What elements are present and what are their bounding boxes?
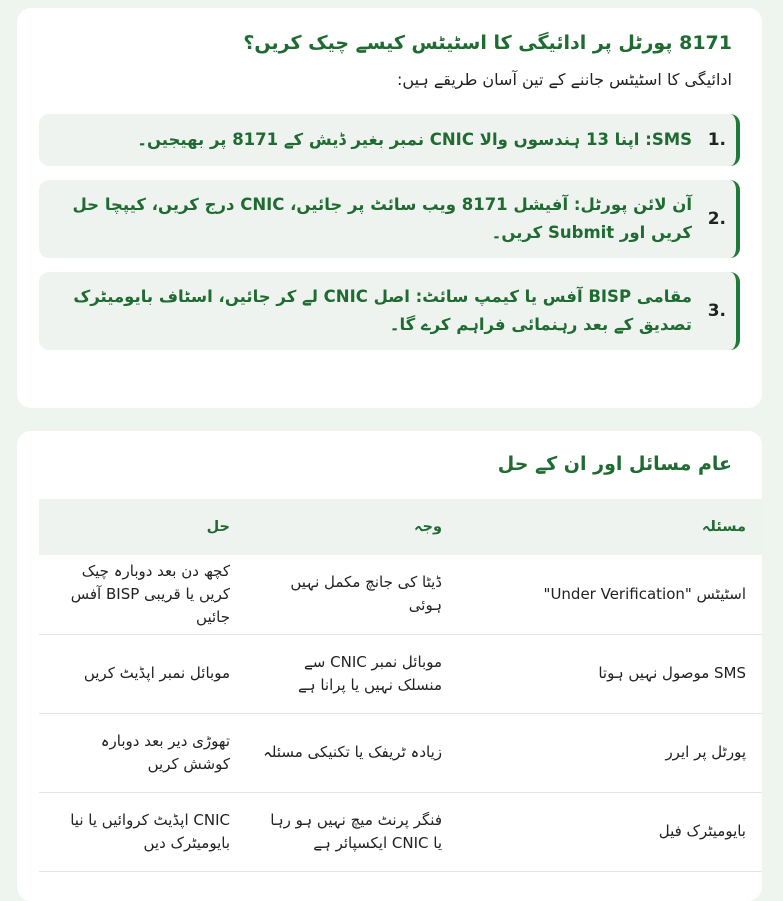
column-header-issue: مسئلہ xyxy=(701,519,746,535)
table-row xyxy=(39,634,762,713)
table-cell: کچھ دن بعد دوبارہ چیک کریں یا قریبی BISP آفس جائیں xyxy=(39,555,246,634)
section-heading: عام مسائل اور ان کے حل xyxy=(497,453,732,475)
table-cell: فنگر پرنٹ میچ نہیں ہو رہا یا CNIC ایکسپائر ہے xyxy=(246,792,458,871)
table-cell: CNIC اپڈیٹ کروائیں یا نیا بایومیٹرک دیں xyxy=(39,792,246,871)
column-header-reason: وجہ xyxy=(414,519,442,535)
section-heading: 8171 پورٹل پر ادائیگی کا اسٹیٹس کیسے چیک کریں؟ xyxy=(243,32,732,54)
table-cell: موبائل نمبر اپڈیٹ کریں xyxy=(39,634,246,713)
step-text: مقامی BISP آفس یا کیمپ سائٹ: اصل CNIC لے کر جائیں، اسٹاف بایومیٹرک تصدیق کے بعد رہنمائی فراہم کرے گا۔ xyxy=(73,287,692,334)
step-item-online-portal xyxy=(39,180,740,258)
issues-card xyxy=(17,431,762,901)
table-cell: موبائل نمبر CNIC سے منسلک نہیں یا پرانا ہے xyxy=(246,634,458,713)
step-text: آن لائن پورٹل: آفیشل 8171 ویب سائٹ پر جائیں، CNIC درج کریں، کیپچا حل کریں اور Submit کریں۔ xyxy=(72,195,692,242)
table-row xyxy=(39,713,762,792)
table-row xyxy=(39,792,762,871)
step-item-bisp-office xyxy=(39,272,740,350)
step-item-sms xyxy=(39,114,740,166)
status-check-card xyxy=(17,8,762,408)
table-cell: زیادہ ٹریفک یا تکنیکی مسئلہ xyxy=(246,713,458,792)
table-cell: SMS موصول نہیں ہوتا xyxy=(458,634,762,713)
table-cell: ڈیٹا کی جانچ مکمل نہیں ہوئی xyxy=(246,555,458,634)
table-cell: اسٹیٹس "Under Verification" xyxy=(458,555,762,634)
intro-text: ادائیگی کا اسٹیٹس جاننے کے تین آسان طریقے ہیں: xyxy=(397,70,732,89)
column-header-solution: حل xyxy=(206,519,230,535)
step-number: 1. xyxy=(707,130,726,150)
issues-table xyxy=(39,499,762,872)
table-row xyxy=(39,555,762,634)
step-number: 2. xyxy=(707,209,726,229)
step-number: 3. xyxy=(707,301,726,321)
step-text: SMS: اپنا 13 ہندسوں والا CNIC نمبر بغیر ڈیش کے 8171 پر بھیجیں۔ xyxy=(137,130,692,149)
table-cell: بایومیٹرک فیل xyxy=(458,792,762,871)
table-cell: پورٹل پر ایرر xyxy=(458,713,762,792)
table-cell: تھوڑی دیر بعد دوبارہ کوشش کریں xyxy=(39,713,246,792)
table-header-row xyxy=(39,499,762,555)
